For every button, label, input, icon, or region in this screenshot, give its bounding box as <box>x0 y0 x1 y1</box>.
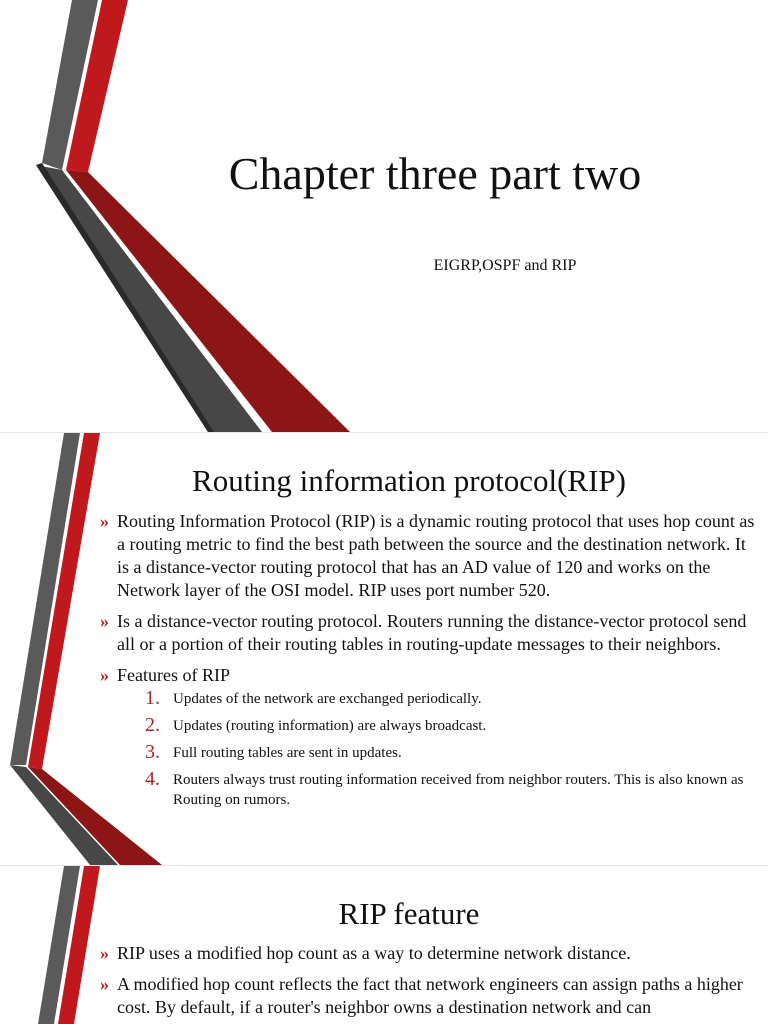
bullet-item <box>100 973 762 1019</box>
bullet-text: Features of RIP <box>117 665 230 685</box>
feature-text: Routers always trust routing information received from neighbor routers. This is also known as Routing on rumors. <box>173 772 744 808</box>
double-chevron-icon: » <box>100 974 107 994</box>
bullet-item <box>100 610 762 656</box>
bullet-list <box>100 942 762 1024</box>
rip-feature-slide <box>0 866 768 1024</box>
double-chevron-icon: » <box>100 611 107 631</box>
feature-number: 1. <box>145 687 160 709</box>
bullet-text: RIP uses a modified hop count as a way to determine network distance. <box>117 943 631 963</box>
double-chevron-icon: » <box>100 665 107 685</box>
bullet-text: Routing Information Protocol (RIP) is a dynamic routing protocol that uses hop count as a routing metric to find the best path between the source and the destination network. It is a distance-vector routing protocol that has an AD value of 120 and works on the Network layer of the OSI model. RIP uses port number 520. <box>117 511 755 600</box>
slide-title: RIP feature <box>338 896 480 931</box>
feature-text: Full routing tables are sent in updates. <box>173 745 402 761</box>
bullet-text: A modified hop count reflects the fact that network engineers can assign paths a higher cost. By default, if a router's neighbor owns a destination network and can <box>117 974 743 1017</box>
slide-title: Chapter three part two <box>228 148 642 199</box>
feature-number: 2. <box>145 714 160 736</box>
feature-text: Updates (routing information) are always broadcast. <box>173 718 487 734</box>
bullet-text: Is a distance-vector routing protocol. Routers running the distance-vector protocol send all or a portion of their routing tables in routing-update messages to their neighbors. <box>117 611 747 654</box>
feature-text: Updates of the network are exchanged periodically. <box>173 691 482 707</box>
feature-item <box>117 689 762 709</box>
bullet-list <box>100 510 762 818</box>
rip-slide <box>0 433 768 865</box>
feature-item <box>117 770 762 810</box>
gray-stripe-bottom <box>36 165 262 432</box>
feature-item <box>117 716 762 736</box>
slide-subtitle: EIGRP,OSPF and RIP <box>433 257 577 274</box>
slide-title: Routing information protocol(RIP) <box>192 463 626 498</box>
bullet-item <box>100 664 762 810</box>
decorative-stripes <box>0 0 768 432</box>
double-chevron-icon: » <box>100 943 107 963</box>
bullet-item <box>100 942 762 965</box>
feature-item <box>117 743 762 763</box>
feature-number: 3. <box>145 741 160 763</box>
feature-number: 4. <box>145 768 160 790</box>
features-list <box>117 689 762 810</box>
bullet-item <box>100 510 762 602</box>
title-slide <box>0 0 768 432</box>
double-chevron-icon: » <box>100 511 107 531</box>
